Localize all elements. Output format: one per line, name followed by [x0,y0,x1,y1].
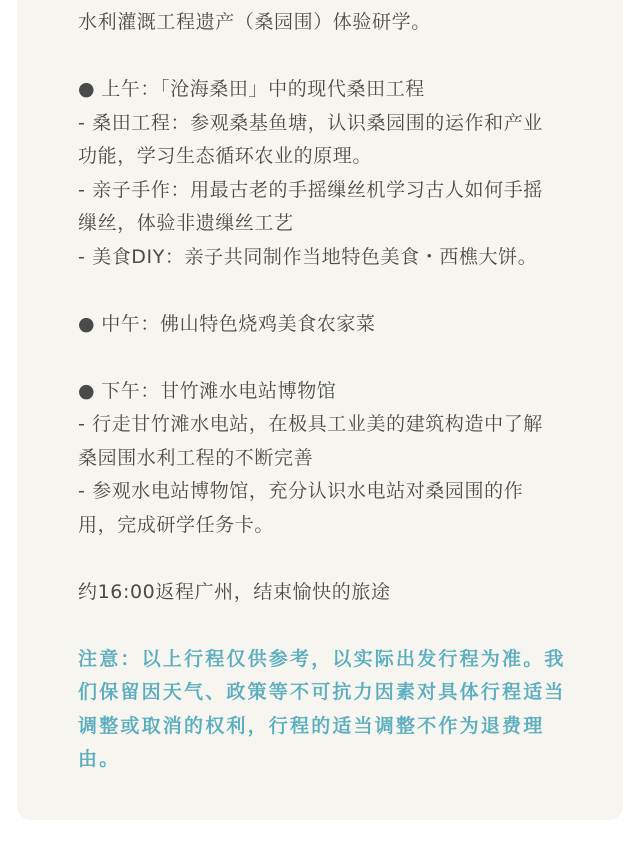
morning-item: - 美食DIY：亲子共同制作当地特色美食・西樵大饼。 [78,245,538,268]
afternoon-item: - 行走甘竹滩水电站，在极具工业美的建筑构造中了解 [78,413,543,435]
afternoon-item: 桑园围水利工程的不断完善 [78,446,314,469]
bullet-icon: ● [78,312,96,335]
morning-heading-text: 上午：「沧海桑田」中的现代桑田工程 [101,78,425,100]
afternoon-heading-text: 下午：甘竹滩水电站博物馆 [101,379,337,402]
morning-item: - 桑田工程：参观桑基鱼塘，认识桑园围的运作和产业 [78,111,543,134]
return-text: 约16:00返程广州，结束愉快的旅途 [78,580,391,603]
itinerary-content [78,6,598,777]
notice-line: 由。 [78,748,121,770]
noon-heading-text: 中午：佛山特色烧鸡美食农家菜 [101,312,376,335]
afternoon-item: 用，完成研学任务卡。 [78,513,275,536]
morning-heading [78,73,598,107]
morning-item: 功能，学习生态循环农业的原理。 [78,145,373,167]
afternoon-item: - 参观水电站博物馆，充分认识水电站对桑园围的作 [78,480,524,502]
morning-item: - 亲子手作：用最古老的手摇缫丝机学习古人如何手摇 [78,178,543,201]
noon-heading [78,308,598,342]
afternoon-heading [78,375,598,409]
intro-text: 水利灌溉工程遗产（桑园围）体验研学。 [78,11,431,33]
notice-line: 们保留因天气、政策等不可抗力因素对具体行程适当 [78,681,566,703]
bullet-icon: ● [78,78,96,100]
notice-block [78,643,598,777]
notice-line: 调整或取消的权利，行程的适当调整不作为退费理 [78,714,545,737]
bullet-icon: ● [78,379,96,402]
morning-item: 缫丝，体验非遗缫丝工艺 [78,212,294,234]
notice-line: 注意：以上行程仅供参考，以实际出发行程为准。我 [78,647,566,670]
